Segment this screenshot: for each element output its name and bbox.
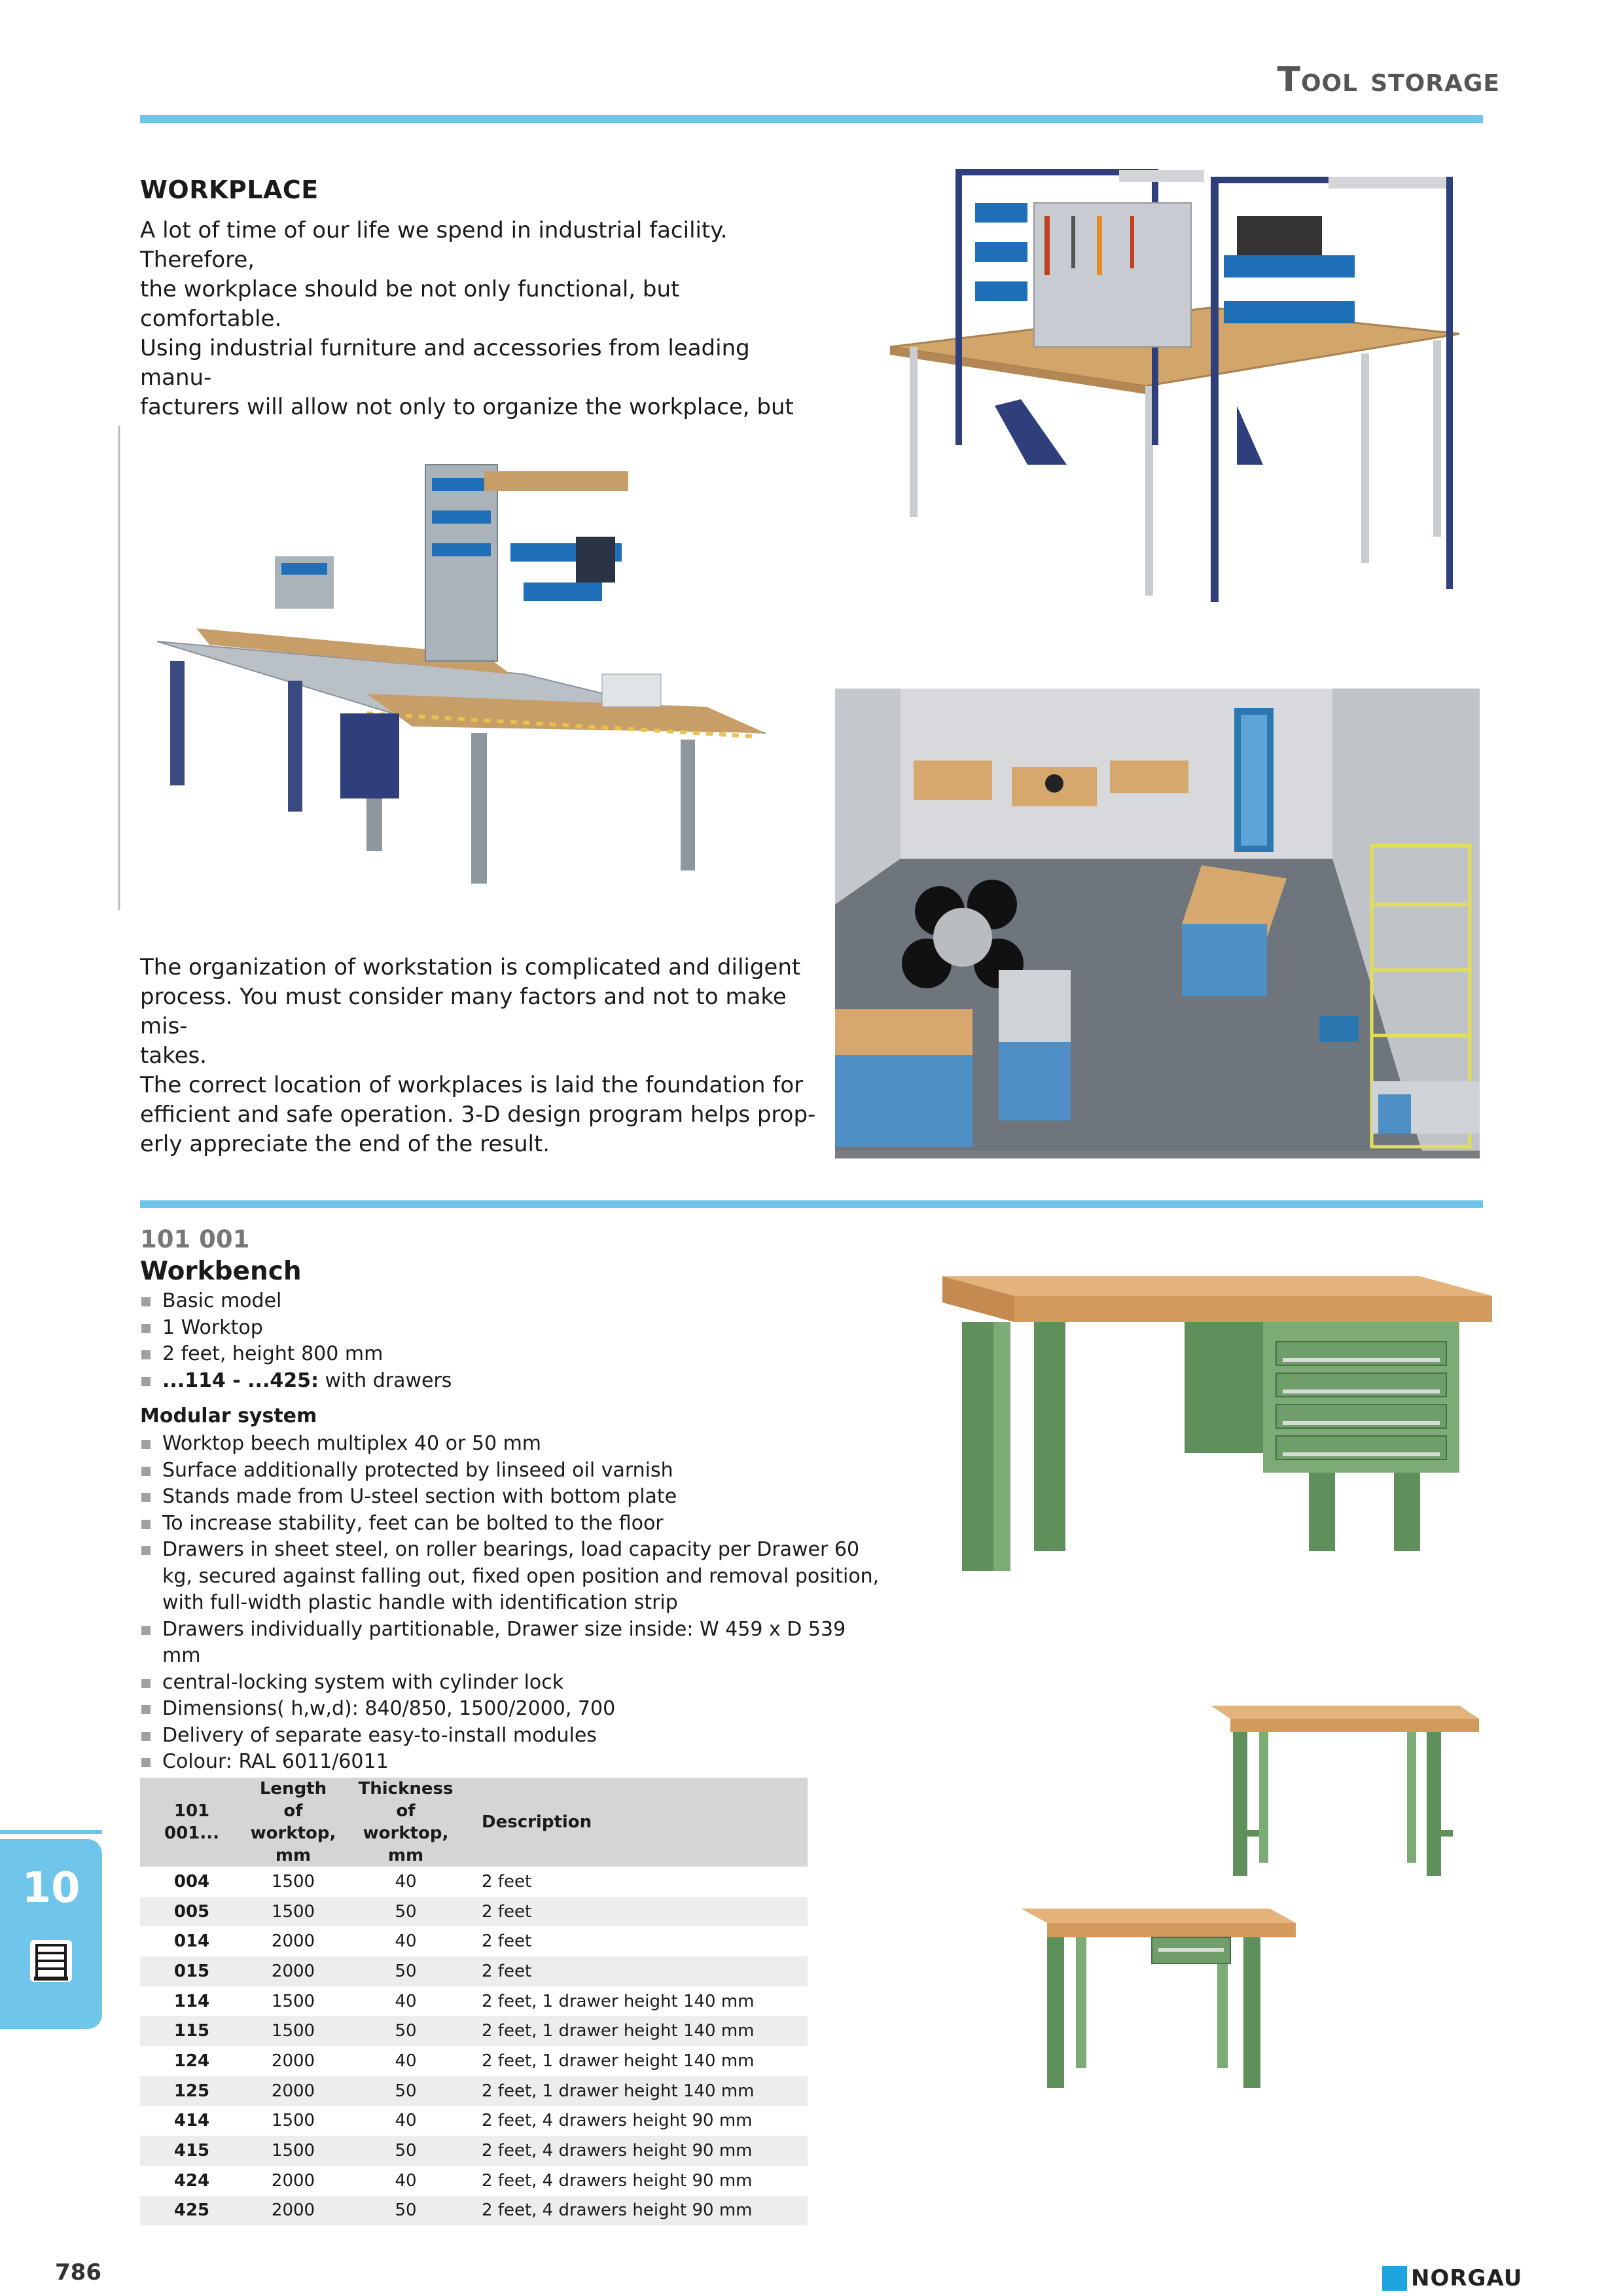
modular-item: To increase stability, feet can be bolted to the floor bbox=[140, 1511, 886, 1537]
modular-heading: Modular system bbox=[140, 1405, 317, 1427]
table-row: 004 1500 40 2 feet bbox=[173, 1871, 532, 1892]
modular-item: Drawers in sheet steel, on roller bearings, load capacity per Drawer 60 kg, secured against falling out, fixed open position and removal position, with full-width plastic handle with identification strip bbox=[140, 1537, 886, 1617]
product-title: Workbench bbox=[140, 1257, 302, 1286]
section-divider bbox=[140, 1200, 1483, 1208]
table-row: 005 1500 50 2 feet bbox=[140, 1897, 808, 1927]
col-header-length: Length of worktop, mm bbox=[243, 1778, 343, 1867]
product-code: 101 001 bbox=[140, 1225, 250, 1253]
feature-list bbox=[140, 1288, 847, 1394]
table-row: 415 1500 50 2 feet, 4 drawers height 90 mm bbox=[140, 2136, 808, 2166]
intro-line: A lot of time of our life we spend in industrial facility. Therefore, bbox=[140, 217, 728, 273]
table-row: 125 2000 50 2 feet, 1 drawer height 140 mm bbox=[140, 2076, 808, 2106]
body-line: efficient and safe operation. 3-D design program helps prop- bbox=[140, 1102, 816, 1128]
workbench-drawers-image bbox=[942, 1263, 1499, 1630]
brand-logo-text: NORGAU bbox=[1411, 2265, 1523, 2291]
table-row: 424 2000 40 2 feet, 4 drawers height 90 mm bbox=[173, 2170, 753, 2191]
table-row: 015 2000 50 2 feet bbox=[140, 1956, 808, 1986]
brand-logo-mark bbox=[1382, 2266, 1407, 2291]
workshop-3d-design-image bbox=[835, 689, 1480, 1158]
body-line: process. You must consider many factors and not to make mis- bbox=[140, 984, 787, 1039]
modular-list bbox=[140, 1431, 886, 1776]
table-header-row bbox=[140, 1778, 808, 1867]
spec-table bbox=[140, 1778, 808, 2225]
tool-cabinet-icon bbox=[27, 1937, 75, 1984]
table-row: 124 2000 40 2 feet, 1 drawer height 140 mm bbox=[173, 2051, 755, 2071]
modular-item: Delivery of separate easy-to-install modules bbox=[140, 1723, 886, 1749]
table-row: 014 2000 40 2 feet bbox=[173, 1931, 532, 1952]
modular-item: Stands made from U-steel section with bottom plate bbox=[140, 1484, 886, 1511]
col-header-code: 101 001... bbox=[140, 1778, 243, 1867]
feature-item: Basic model bbox=[140, 1288, 847, 1315]
modular-item: Colour: RAL 6011/6011 bbox=[140, 1749, 886, 1776]
workbench-one-drawer-image bbox=[1021, 1902, 1296, 2098]
col-header-description: Description bbox=[469, 1778, 808, 1867]
intro-line: the workplace should be not only functional, but comfortable. bbox=[140, 276, 680, 332]
modular-item: Dimensions( h,w,d): 840/850, 1500/2000, 700 bbox=[140, 1696, 886, 1723]
table-row: 114 1500 40 2 feet, 1 drawer height 140 mm bbox=[173, 1991, 755, 2011]
intro-line: Using industrial furniture and accessories from leading manu- bbox=[140, 335, 750, 391]
modular-item: central-locking system with cylinder lock bbox=[140, 1670, 886, 1696]
workstation-double-image bbox=[870, 157, 1479, 628]
workplace-body bbox=[140, 953, 834, 1159]
table-row: 414 1500 40 2 feet, 4 drawers height 90 mm bbox=[173, 2111, 753, 2131]
table-row: 115 1500 50 2 feet, 1 drawer height 140 mm bbox=[140, 2016, 808, 2046]
modular-item: Surface additionally protected by linseed oil varnish bbox=[140, 1458, 886, 1484]
chapter-tab-line bbox=[0, 1830, 102, 1834]
body-line: The organization of workstation is complicated and diligent bbox=[140, 954, 801, 980]
workbench-basic-image bbox=[1211, 1699, 1486, 1882]
intro-line: facturers will allow not only to organize the workplace, but bbox=[140, 394, 794, 420]
body-line: erly appreciate the end of the result. bbox=[140, 1131, 550, 1157]
feature-item: 1 Worktop bbox=[140, 1315, 847, 1342]
modular-item: Worktop beech multiplex 40 or 50 mm bbox=[140, 1431, 886, 1458]
col-header-thickness: Thickness of worktop, mm bbox=[343, 1778, 469, 1867]
workplace-heading: WORKPLACE bbox=[140, 175, 319, 204]
assembly-line-image bbox=[118, 425, 792, 910]
feature-item: ...114 - ...425: with drawers bbox=[140, 1368, 847, 1395]
section-title: Tool storage bbox=[1277, 60, 1500, 99]
body-line: The correct location of workplaces is laid the foundation for bbox=[140, 1072, 804, 1098]
header-divider bbox=[140, 115, 1483, 123]
table-row: 425 2000 50 2 feet, 4 drawers height 90 mm bbox=[140, 2196, 808, 2226]
modular-item: Drawers individually partitionable, Drawer size inside: W 459 x D 539 mm bbox=[140, 1617, 886, 1670]
feature-item: 2 feet, height 800 mm bbox=[140, 1341, 847, 1368]
page-number: 786 bbox=[55, 2259, 101, 2286]
chapter-number: 10 bbox=[22, 1864, 80, 1912]
body-line: takes. bbox=[140, 1043, 207, 1069]
